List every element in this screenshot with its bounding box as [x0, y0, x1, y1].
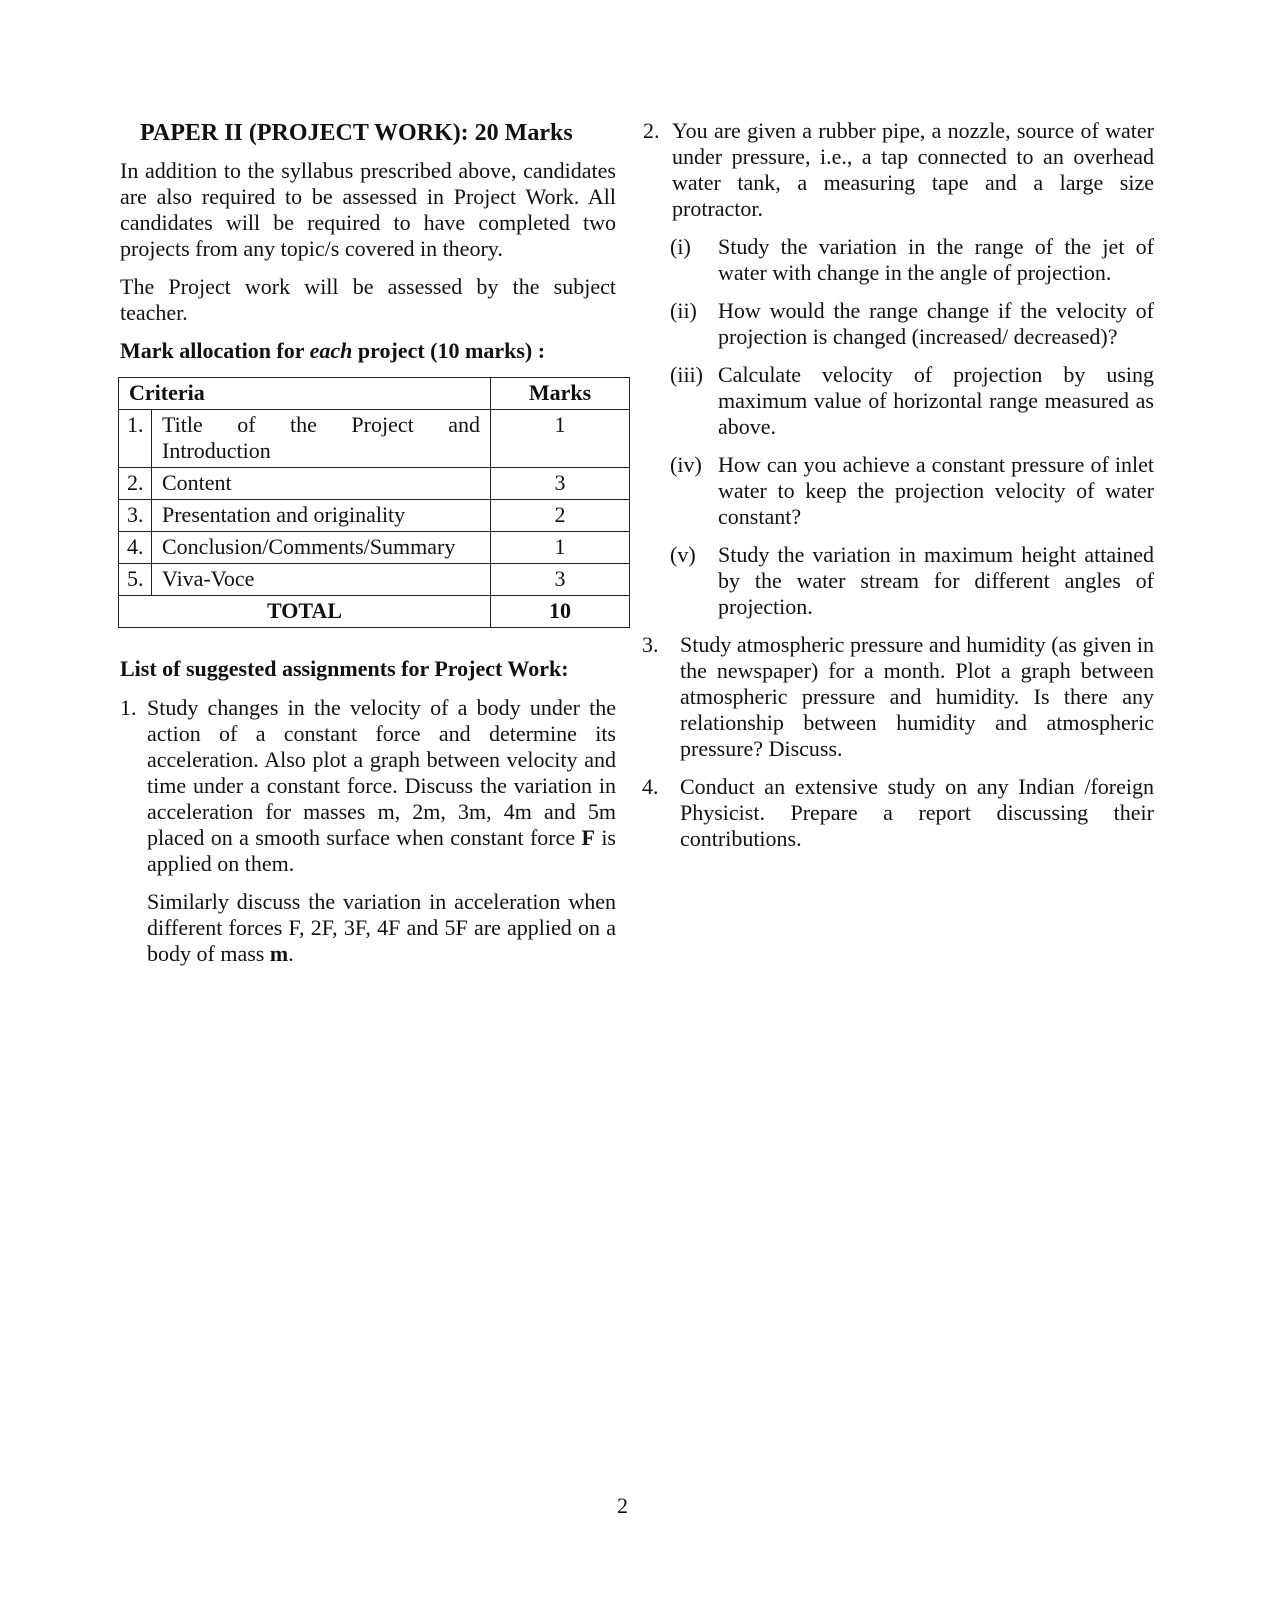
intro-paragraph: In addition to the syllabus prescribed above, candidates are also required to be assessed in Project Work. All candidates will be required to have completed two projects from any topic/s covered in theory. [120, 158, 616, 261]
table-header-row [119, 378, 630, 410]
sub-item-number: (iii) [670, 362, 703, 387]
sub-item-text: Calculate velocity of projection by using maximum value of horizontal range measured as above. [718, 362, 1154, 439]
assignment-item-4 [642, 774, 1154, 852]
row-marks: 1 [491, 410, 630, 468]
row-number: 2. [119, 468, 152, 500]
row-criteria: Viva-Voce [152, 564, 491, 596]
row-criteria: Title of the Project and Introduction [152, 410, 491, 468]
sub-item [656, 452, 1154, 530]
assignment-number: 2. [643, 118, 660, 143]
assignment-text: Conduct an extensive study on any Indian /foreign Physicist. Prepare a report discussing their contributions. [680, 774, 1154, 851]
assignment-number: 3. [642, 632, 659, 657]
row-criteria: Conclusion/Comments/Summary [152, 532, 491, 564]
page-number: 2 [617, 1493, 628, 1518]
row-marks: 1 [491, 532, 630, 564]
table-row [119, 410, 630, 468]
page-title: PAPER II (PROJECT WORK): 20 Marks [140, 120, 573, 146]
sub-item-number: (i) [670, 234, 691, 259]
sub-item-text: Study the variation in maximum height attained by the water stream for different angles of projection. [718, 542, 1154, 619]
row-marks: 3 [491, 468, 630, 500]
suggested-assignments-heading: List of suggested assignments for Project Work: [120, 656, 569, 681]
sub-item-text: Study the variation in the range of the jet of water with change in the angle of projection. [718, 234, 1154, 285]
row-criteria: Presentation and originality [152, 500, 491, 532]
table-total-row [119, 596, 630, 628]
sub-item [656, 298, 1154, 350]
row-number: 5. [119, 564, 152, 596]
table-row [119, 468, 630, 500]
total-label: TOTAL [119, 596, 491, 628]
table-row [119, 500, 630, 532]
table-row [119, 564, 630, 596]
emphasis-each: each [309, 338, 353, 363]
sub-item-number: (ii) [670, 298, 697, 323]
criteria-header: Criteria [119, 378, 491, 410]
row-marks: 3 [491, 564, 630, 596]
assignment-paragraph: Similarly discuss the variation in acceleration when different forces F, 2F, 3F, 4F and 5F are applied on a body of mass m. [147, 889, 616, 966]
mark-allocation-table [118, 377, 630, 628]
mark-allocation-heading: Mark allocation for each project (10 marks) : [120, 338, 546, 363]
row-criteria: Content [152, 468, 491, 500]
sub-item-text: How can you achieve a constant pressure of inlet water to keep the projection velocity of water constant? [718, 452, 1154, 529]
sub-item [656, 362, 1154, 440]
assignment-number: 1. [120, 695, 137, 720]
assignment-text: Study atmospheric pressure and humidity (as given in the newspaper) for a month. Plot a graph between atmospheric pressure and humidity. Is there any relationship between humidity and atmospheric pressure? Discuss. [680, 632, 1154, 761]
assignment-paragraph: Study changes in the velocity of a body under the action of a constant force and determine its acceleration. Also plot a graph between velocity and time under a constant force. Discuss the variation in acceleration for masses m, 2m, 3m, 4m and 5m placed on a smooth surface when constant force F is applied on them. [147, 695, 616, 876]
marks-header: Marks [491, 378, 630, 410]
row-number: 1. [119, 410, 152, 468]
assignment-text: You are given a rubber pipe, a nozzle, source of water under pressure, i.e., a tap connected to an overhead water tank, a measuring tape and a large size protractor. [672, 118, 1154, 221]
row-number: 4. [119, 532, 152, 564]
row-number: 3. [119, 500, 152, 532]
sub-item [656, 234, 1154, 286]
assignment-item-1 [120, 695, 616, 967]
right-column [642, 118, 1154, 864]
table-row [119, 532, 630, 564]
sub-item [656, 542, 1154, 620]
sub-item-number: (v) [670, 542, 696, 567]
assignment-item-3 [642, 632, 1154, 762]
row-marks: 2 [491, 500, 630, 532]
assessment-paragraph: The Project work will be assessed by the subject teacher. [120, 274, 616, 325]
total-value: 10 [491, 596, 630, 628]
assignment-item-2 [643, 118, 1154, 222]
sub-item-text: How would the range change if the velocity of projection is changed (increased/ decreased)? [718, 298, 1154, 349]
sub-item-number: (iv) [670, 452, 702, 477]
assignment-number: 4. [642, 774, 659, 799]
left-column [120, 118, 616, 979]
